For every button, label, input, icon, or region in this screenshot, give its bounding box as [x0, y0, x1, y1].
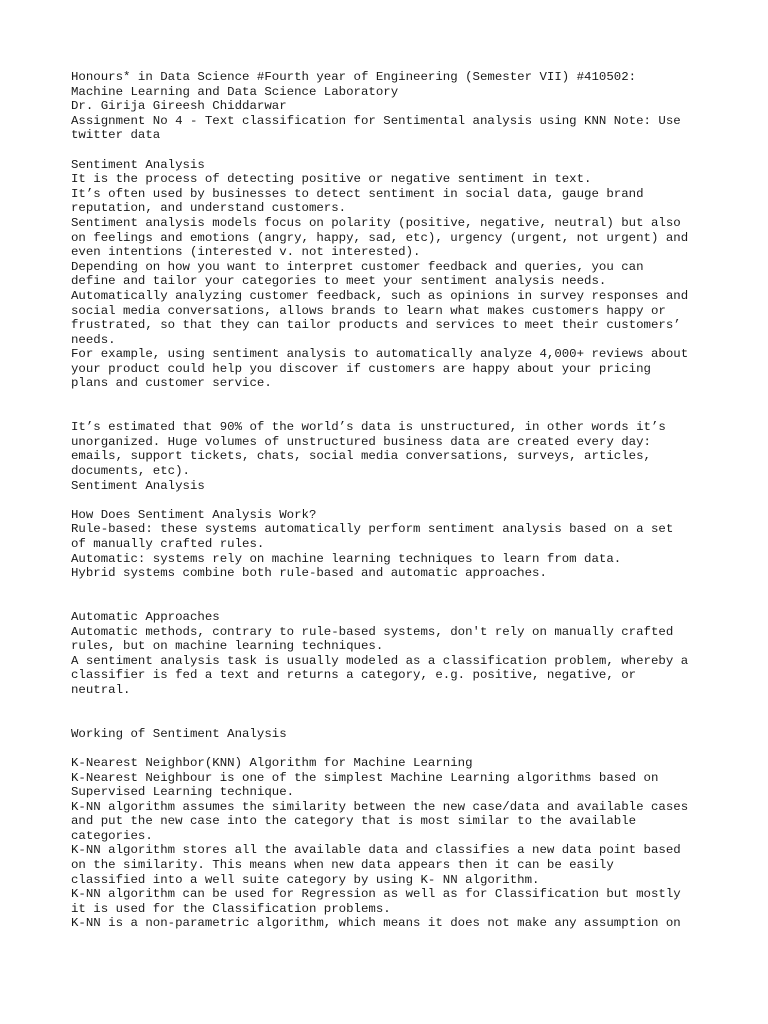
text-line: on feelings and emotions (angry, happy, sad, etc), urgency (urgent, not urgent) and [71, 230, 689, 245]
blank-line [71, 581, 731, 596]
text-line: emails, support tickets, chats, social media conversations, surveys, articles, [71, 449, 651, 464]
text-line: K-Nearest Neighbour is one of the simplest Machine Learning algorithms based on [71, 770, 659, 785]
document-page [71, 70, 731, 931]
text-line: reputation, and understand customers. [71, 201, 347, 216]
blank-line [71, 493, 731, 508]
blank-line [71, 143, 731, 158]
text-line: Hybrid systems combine both rule-based and automatic approaches. [71, 566, 547, 581]
text-line: unorganized. Huge volumes of unstructured business data are created every day: [71, 434, 651, 449]
blank-line [71, 741, 731, 756]
text-line: social media conversations, allows brands to learn what makes customers happy or [71, 303, 666, 318]
text-line: of manually crafted rules. [71, 537, 265, 551]
text-line: Supervised Learning technique. [71, 785, 295, 800]
text-line: How Does Sentiment Analysis Work? [71, 507, 317, 522]
text-line: neutral. [71, 682, 131, 697]
text-line: It’s often used by businesses to detect sentiment in social data, gauge brand [71, 186, 644, 201]
text-line: K-Nearest Neighbor(KNN) Algorithm for Machine Learning [71, 755, 473, 770]
text-line: Sentiment Analysis [71, 478, 205, 493]
text-line: Machine Learning and Data Science Laboratory [71, 84, 399, 99]
text-line: it is used for the Classification problems. [71, 901, 391, 916]
text-line: K-NN algorithm stores all the available data and classifies a new data point based [71, 843, 681, 858]
text-line: K-NN algorithm can be used for Regression as well as for Classification but mostly [71, 887, 681, 902]
text-line: and put the new case into the category that is most similar to the available [71, 814, 637, 829]
text-line: K-NN is a non-parametric algorithm, which means it does not make any assumption on [71, 916, 681, 931]
text-line: For example, using sentiment analysis to automatically analyze 4,000+ reviews about [71, 347, 689, 362]
text-line: Automatic methods, contrary to rule-based systems, don't rely on manually crafted [71, 624, 674, 639]
blank-line [71, 712, 731, 727]
text-line: Rule-based: these systems automatically perform sentiment analysis based on a set [71, 522, 674, 537]
text-line: needs. [71, 332, 116, 347]
text-line: Dr. Girija Gireesh Chiddarwar [71, 99, 287, 114]
text-line: rules, but on machine learning techniques. [71, 639, 384, 654]
text-line: Working of Sentiment Analysis [71, 726, 287, 741]
text-line: classifier is fed a text and returns a category, e.g. positive, negative, or [71, 668, 637, 683]
text-line: define and tailor your categories to meet your sentiment analysis needs. [71, 274, 607, 289]
text-line: It’s estimated that 90% of the world’s data is unstructured, in other words it’s [71, 420, 666, 435]
text-line: classified into a well suite category by using K- NN algorithm. [71, 872, 540, 887]
text-line: Honours* in Data Science #Fourth year of Engineering (Semester VII) #410502: [71, 70, 637, 84]
text-line: K-NN algorithm assumes the similarity between the new case/data and available cases [71, 799, 689, 814]
text-line: Assignment No 4 - Text classification for Sentimental analysis using KNN Note: Use [71, 113, 681, 128]
text-line: documents, etc). [71, 464, 190, 479]
text-line: Sentiment Analysis [71, 157, 205, 172]
text-line: your product could help you discover if customers are happy about your pricing [71, 361, 651, 376]
text-line: plans and customer service. [71, 376, 272, 391]
blank-line [71, 391, 731, 406]
text-line: even intentions (interested v. not interested). [71, 245, 421, 260]
text-line: Depending on how you want to interpret customer feedback and queries, you can [71, 259, 644, 274]
text-line: Automatic: systems rely on machine learning techniques to learn from data. [71, 551, 622, 566]
text-line: Automatically analyzing customer feedback, such as opinions in survey responses and [71, 288, 689, 303]
blank-line [71, 698, 731, 713]
text-line: frustrated, so that they can tailor products and services to meet their customers’ [71, 318, 681, 333]
text-line: It is the process of detecting positive or negative sentiment in text. [71, 172, 592, 187]
blank-line [71, 595, 731, 610]
text-line: on the similarity. This means when new data appears then it can be easily [71, 858, 614, 873]
text-line: twitter data [71, 128, 161, 143]
text-line: categories. [71, 828, 153, 843]
text-line: Automatic Approaches [71, 609, 220, 624]
text-line: A sentiment analysis task is usually modeled as a classification problem, whereby a [71, 653, 689, 668]
blank-line [71, 406, 731, 421]
text-line: Sentiment analysis models focus on polarity (positive, negative, neutral) but also [71, 215, 681, 230]
